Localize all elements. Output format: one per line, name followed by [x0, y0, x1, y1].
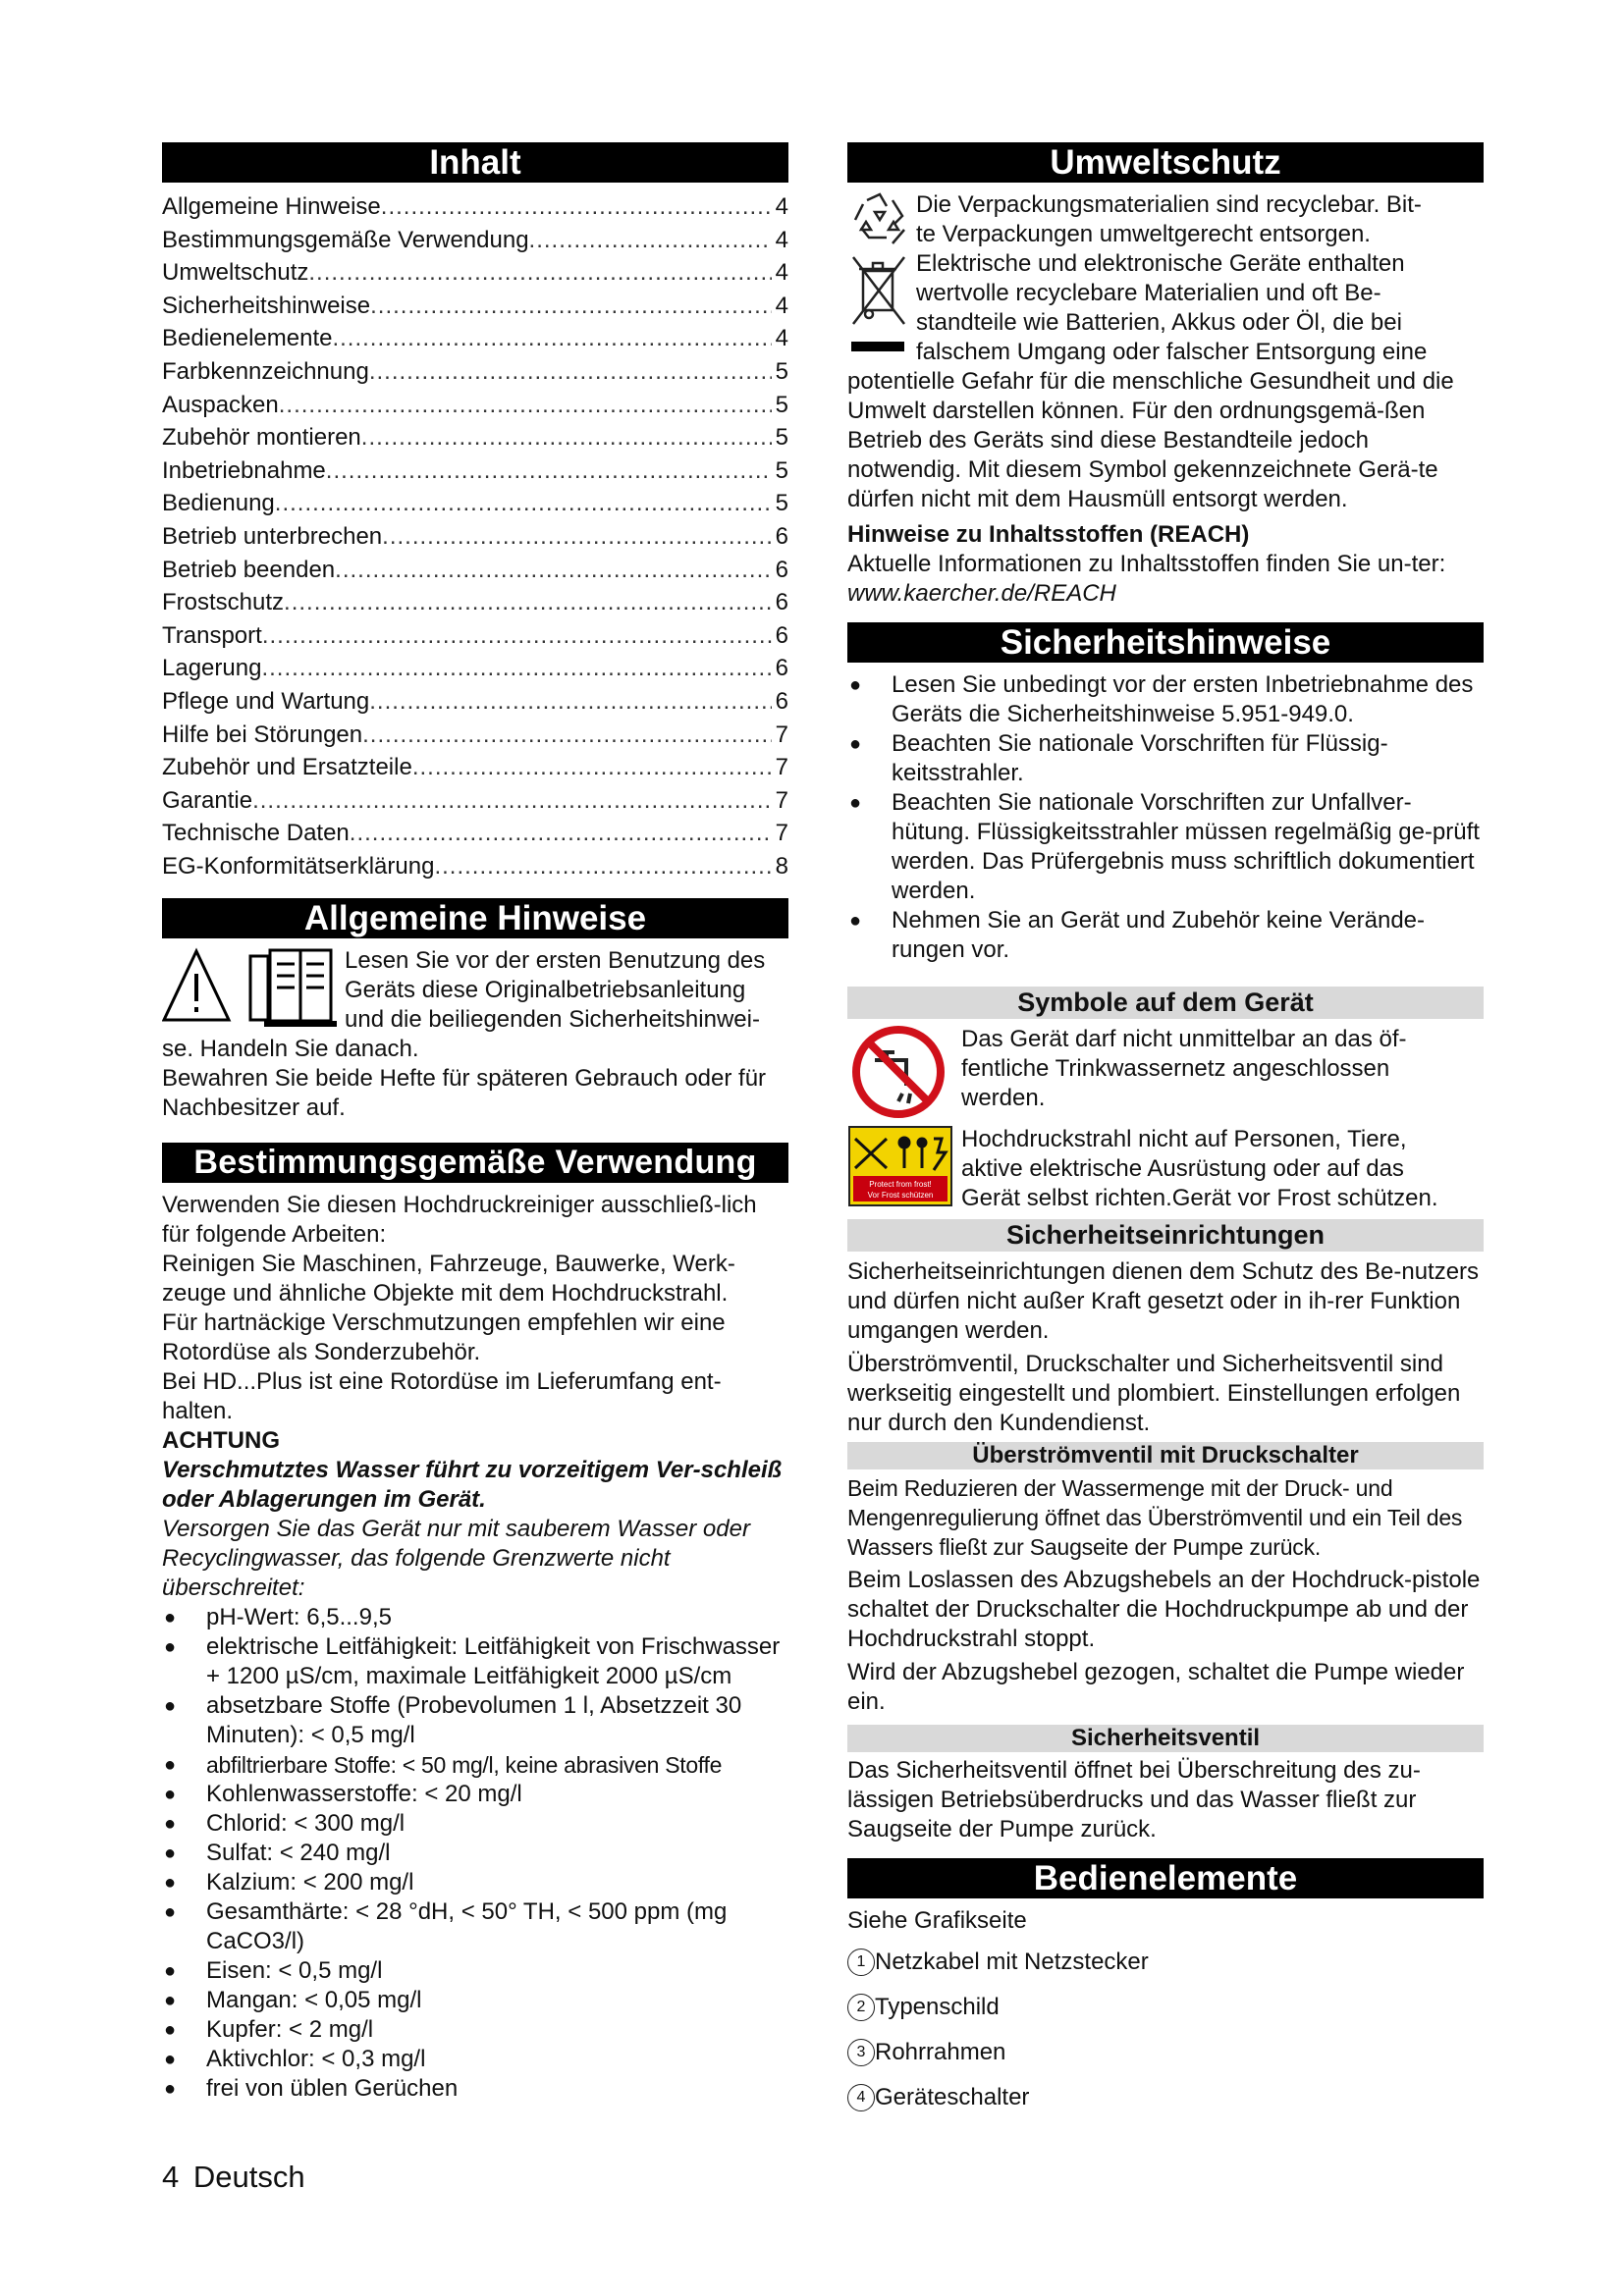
symbol1-line-3: werden. — [961, 1085, 1046, 1111]
sicherheit-heading: Sicherheitshinweise — [847, 622, 1484, 663]
toc-entry[interactable] — [162, 554, 788, 587]
toc-entry[interactable] — [162, 520, 788, 554]
toc-leader-dots — [369, 355, 772, 389]
sicherheitsventil-heading: Sicherheitsventil — [847, 1725, 1484, 1752]
item-number-badge: 1 — [847, 1949, 875, 1976]
toc-entry[interactable] — [162, 290, 788, 323]
allgemein-text-2: Bewahren Sie beide Hefte für späteren Gebrauch oder für Nachbesitzer auf. — [162, 1065, 767, 1122]
list-item — [847, 2075, 1484, 2120]
list-item: ● pH-Wert: 6,5...9,5 — [162, 1603, 788, 1632]
allgemein-line-2: Geräts diese Originalbetriebsanleitung — [345, 977, 746, 1004]
footer-language: Deutsch — [192, 2160, 305, 2194]
weee-line-1: Elektrische und elektronische Geräte enthalten — [916, 250, 1405, 277]
toc-entry-page: 6 — [775, 621, 788, 649]
recycling-icon — [847, 190, 912, 249]
toc-entry[interactable] — [162, 817, 788, 850]
toc-entry[interactable] — [162, 487, 788, 520]
toc-entry-label: Allgemeine Hinweise — [162, 193, 381, 220]
toc-entry-page: 4 — [775, 193, 788, 220]
toc-entry[interactable] — [162, 421, 788, 454]
toc-leader-dots — [284, 586, 772, 619]
symbol1-line-2: fentliche Trinkwassernetz angeschlossen — [961, 1055, 1390, 1082]
list-item — [847, 1985, 1484, 2030]
einrichtungen-p2: Überströmventil, Druckschalter und Sicherheitsventil sind werkseitig eingestellt und plombiert. Einstellungen erfolgen nur durch den Kundendienst. — [847, 1351, 1461, 1436]
toc-entry-label: Inbetriebnahme — [162, 456, 326, 484]
toc-entry-page: 7 — [775, 820, 788, 847]
ueberstrom-p3: Wird der Abzugshebel gezogen, schaltet die Pumpe wieder ein. — [847, 1659, 1465, 1715]
verwendung-p3: Für hartnäckige Verschmutzungen empfehlen wir eine Rotordüse als Sonderzubehör. — [162, 1309, 726, 1366]
list-item: ● frei von üblen Gerüchen — [162, 2074, 788, 2104]
toc-entry-label: Bestimmungsgemäße Verwendung — [162, 226, 529, 253]
recycle-line-2: te Verpackungen umweltgerecht entsorgen. — [916, 221, 1371, 247]
list-item: ● Beachten Sie nationale Vorschriften zur Unfallver-hütung. Flüssigkeitsstrahler müssen regelmäßig ge-prüft werden. Das Prüfergebnis muss schriftlich dokumentiert werden. — [847, 788, 1484, 906]
weee-rest: potentielle Gefahr für die menschliche Gesundheit und die Umwelt darstellen können. Für den ordnungsgemä-ßen Betrieb des Geräts sind diese Bestandteile jedoch notwendig. Mit diesem Symbol gekennzeichnete Gerä-te dürfen nicht mit dem Hausmüll entsorgt werden. — [847, 368, 1454, 512]
page-footer — [162, 2158, 305, 2197]
toc-entry-label: Lagerung — [162, 655, 262, 682]
allgemein-line-3: und die beiliegenden Sicherheitshinwei- — [345, 1006, 760, 1034]
toc-entry[interactable] — [162, 784, 788, 818]
toc-entry-page: 8 — [775, 852, 788, 880]
toc-entry-page: 5 — [775, 490, 788, 517]
symbole-heading: Symbole auf dem Gerät — [847, 987, 1484, 1019]
list-item: ● elektrische Leitfähigkeit: Leitfähigkeit von Frischwasser + 1200 µS/cm, maximale Leitfähigkeit 2000 µS/cm — [162, 1632, 788, 1691]
list-item: ● absetzbare Stoffe (Probevolumen 1 l, Absetzzeit 30 Minuten): < 0,5 mg/l — [162, 1691, 788, 1750]
item-number-badge: 3 — [847, 2039, 875, 2066]
toc-entry[interactable] — [162, 389, 788, 422]
toc-entry-label: Umweltschutz — [162, 259, 309, 287]
toc-entry-page: 7 — [775, 786, 788, 814]
list-item — [847, 2030, 1484, 2075]
toc-entry-page: 6 — [775, 687, 788, 715]
list-item: ● Nehmen Sie an Gerät und Zubehör keine Verände-rungen vor. — [847, 906, 1484, 965]
warning-triangle-icon — [162, 946, 341, 1037]
toc-leader-dots — [412, 751, 772, 784]
toc-entry-label: Auspacken — [162, 391, 279, 418]
toc-entry-page: 7 — [775, 754, 788, 781]
item-label: Geräteschalter — [875, 2084, 1030, 2110]
achtung-label: ACHTUNG — [162, 1427, 280, 1455]
list-item: ● Gesamthärte: < 28 °dH, < 50° TH, < 500 ppm (mg CaCO3/l) — [162, 1897, 788, 1956]
limits-list — [162, 1603, 788, 2104]
list-item: ● Aktivchlor: < 0,3 mg/l — [162, 2045, 788, 2074]
toc-entry-page: 6 — [775, 556, 788, 583]
list-item: ● abfiltrierbare Stoffe: < 50 mg/l, keine abrasiven Stoffe — [162, 1750, 788, 1780]
toc-leader-dots — [369, 685, 771, 719]
toc-entry-label: Betrieb unterbrechen — [162, 522, 383, 550]
toc-entry[interactable] — [162, 850, 788, 883]
toc-leader-dots — [350, 817, 772, 850]
toc-entry[interactable] — [162, 190, 788, 224]
toc-entry-page: 4 — [775, 259, 788, 287]
toc-entry-label: Zubehör montieren — [162, 424, 361, 452]
allgemein-line-1: Lesen Sie vor der ersten Benutzung des — [345, 947, 766, 975]
toc-leader-dots — [279, 389, 772, 422]
toc-entry[interactable] — [162, 322, 788, 355]
bedien-heading: Bedienelemente — [847, 1858, 1484, 1898]
toc-entry-page: 5 — [775, 391, 788, 418]
list-item: ● Kalzium: < 200 mg/l — [162, 1868, 788, 1897]
weee-line-4: falschem Umgang oder falscher Entsorgung eine — [916, 339, 1428, 365]
frost-label-2: Vor Frost schützen — [867, 1191, 934, 1200]
list-item: ● Kohlenwasserstoffe: < 20 mg/l — [162, 1780, 788, 1809]
toc-leader-dots — [326, 454, 772, 488]
toc-entry-label: Pflege und Wartung — [162, 687, 370, 715]
symbol-jet-warning — [847, 1125, 1484, 1213]
manual-warning-icons — [162, 946, 341, 1035]
toc-leader-dots — [370, 290, 772, 323]
ueberstrom-p2: Beim Loslassen des Abzugshebels an der Hochdruck-pistole schaltet der Druckschalter die Hochdruckpumpe ab und der Hochdruckstrahl stoppt. — [847, 1567, 1481, 1652]
bedien-intro: Siehe Grafikseite — [847, 1907, 1027, 1934]
list-item: ● Kupfer: < 2 mg/l — [162, 2015, 788, 2045]
safety-list — [847, 670, 1484, 965]
toc-entry-page: 5 — [775, 357, 788, 385]
verwendung-p2: Reinigen Sie Maschinen, Fahrzeuge, Bauwerke, Werk-zeuge und ähnliche Objekte mit dem Hochdruckstrahl. — [162, 1251, 735, 1308]
reach-text — [847, 550, 1484, 609]
toc-entry-page: 7 — [775, 721, 788, 748]
symbol2-line-2: aktive elektrische Ausrüstung oder auf das — [961, 1155, 1404, 1182]
toc-entry-label: EG-Konformitätserklärung — [162, 852, 435, 880]
reach-text-body: Aktuelle Informationen zu Inhaltsstoffen finden Sie un-ter: — [847, 551, 1446, 577]
verwendung-p4: Bei HD...Plus ist eine Rotordüse im Lieferumfang ent-halten. — [162, 1368, 722, 1425]
toc-entry-label: Betrieb beenden — [162, 556, 336, 583]
toc-entry[interactable] — [162, 751, 788, 784]
toc-entry-label: Garantie — [162, 786, 253, 814]
toc-entry-page: 5 — [775, 456, 788, 484]
toc-entry-page: 6 — [775, 655, 788, 682]
list-item: ● Sulfat: < 240 mg/l — [162, 1839, 788, 1868]
sicherheitsventil-p1: Das Sicherheitsventil öffnet bei Überschreitung des zu-lässigen Betriebsüberdrucks und das Wasser fließt zur Saugseite der Pumpe zurück. — [847, 1757, 1421, 1842]
toc-entry[interactable] — [162, 454, 788, 488]
symbol1-line-1: Das Gerät darf nicht unmittelbar an das öf- — [961, 1026, 1407, 1052]
list-item: ● Lesen Sie unbedingt vor der ersten Inbetriebnahme des Geräts die Sicherheitshinweise 5.951-949.0. — [847, 670, 1484, 729]
right-column — [847, 142, 1484, 2120]
toc-leader-dots — [382, 520, 771, 554]
weee-line-3: standteile wie Batterien, Akkus oder Öl, die bei — [916, 309, 1402, 336]
weee-block — [847, 249, 1484, 367]
toc-entry-page: 4 — [775, 292, 788, 319]
toc-leader-dots — [362, 719, 772, 752]
toc-leader-dots — [335, 554, 771, 587]
symbol2-line-3: Gerät selbst richten.Gerät vor Frost schützen. — [961, 1185, 1438, 1211]
verwendung-p1: Verwenden Sie diesen Hochdruckreiniger ausschließ-lich für folgende Arbeiten: — [162, 1192, 757, 1249]
achtung-warning: Verschmutztes Wasser führt zu vorzeitigem Ver-schleiß oder Ablagerungen im Gerät. — [162, 1457, 783, 1514]
toc-entry[interactable] — [162, 586, 788, 619]
weee-line-2: wertvolle recyclebare Materialien und oft Be- — [916, 280, 1381, 306]
toc-leader-dots — [308, 256, 771, 290]
no-drinking-water-connection-icon — [847, 1025, 953, 1119]
toc-entry-page: 5 — [775, 424, 788, 452]
toc-heading: Inhalt — [162, 142, 788, 183]
toc-entry-label: Sicherheitshinweise — [162, 292, 371, 319]
recycle-block — [847, 190, 1484, 249]
list-item: ● Eisen: < 0,5 mg/l — [162, 1956, 788, 1986]
list-item: ● Mangan: < 0,05 mg/l — [162, 1986, 788, 2015]
toc-entry[interactable] — [162, 224, 788, 257]
toc-leader-dots — [261, 652, 771, 685]
item-label: Typenschild — [875, 1994, 1000, 2020]
list-item: ● Beachten Sie nationale Vorschriften für Flüssig-keitsstrahler. — [847, 729, 1484, 788]
toc-entry[interactable] — [162, 652, 788, 685]
toc-entry-label: Hilfe bei Störungen — [162, 721, 363, 748]
reach-heading: Hinweise zu Inhaltsstoffen (REACH) — [847, 521, 1250, 548]
crossed-bin-icon — [847, 249, 912, 363]
toc-leader-dots — [262, 619, 772, 653]
toc-leader-dots — [332, 322, 771, 355]
toc-entry[interactable] — [162, 355, 788, 389]
list-item — [847, 1940, 1484, 1985]
item-label: Netzkabel mit Netzstecker — [875, 1949, 1149, 1975]
allgemein-text-after: se. Handeln Sie danach. — [162, 1036, 419, 1063]
toc-entry-label: Frostschutz — [162, 589, 285, 616]
symbol-drinking-water — [847, 1025, 1484, 1119]
allgemein-heading: Allgemeine Hinweise — [162, 898, 788, 938]
toc-entry-page: 6 — [775, 522, 788, 550]
toc-entry-label: Bedienung — [162, 490, 275, 517]
symbol2-line-1: Hochdruckstrahl nicht auf Personen, Tiere, — [961, 1126, 1407, 1152]
jet-warning-frost-icon — [847, 1125, 953, 1207]
toc-leader-dots — [361, 421, 772, 454]
list-item: ● Chlorid: < 300 mg/l — [162, 1809, 788, 1839]
toc-entry[interactable] — [162, 619, 788, 653]
ueberstrom-p1: Beim Reduzieren der Wassermenge mit der Druck- und Mengenregulierung öffnet das Überströmventil und ein Teil des Wassers fließt zur Saugseite der Pumpe zurück. — [847, 1475, 1463, 1560]
table-of-contents — [162, 190, 788, 882]
toc-entry-label: Technische Daten — [162, 820, 350, 847]
toc-leader-dots — [529, 224, 772, 257]
toc-entry-label: Bedienelemente — [162, 325, 333, 352]
toc-leader-dots — [252, 784, 772, 818]
toc-leader-dots — [381, 190, 772, 224]
item-number-badge: 2 — [847, 1994, 875, 2021]
verwendung-heading: Bestimmungsgemäße Verwendung — [162, 1143, 788, 1183]
toc-leader-dots — [434, 850, 771, 883]
frost-label-1: Protect from frost! — [869, 1180, 932, 1189]
left-column — [162, 142, 788, 2104]
toc-entry[interactable] — [162, 719, 788, 752]
achtung-instruction: Versorgen Sie das Gerät nur mit sauberem Wasser oder Recyclingwasser, das folgende Grenzwerte nicht überschreitet: — [162, 1516, 750, 1602]
item-label: Rohrrahmen — [875, 2039, 1006, 2065]
toc-entry-page: 4 — [775, 325, 788, 352]
page-number: 4 — [162, 2160, 180, 2194]
toc-entry[interactable] — [162, 685, 788, 719]
toc-entry-label: Farbkennzeichnung — [162, 357, 369, 385]
reach-link[interactable]: www.kaercher.de/REACH — [847, 580, 1116, 607]
recycle-line-1: Die Verpackungsmaterialien sind recyclebar. Bit- — [916, 191, 1422, 218]
toc-leader-dots — [275, 487, 772, 520]
ueberstrom-heading: Überströmventil mit Druckschalter — [847, 1442, 1484, 1469]
book-icon — [250, 950, 337, 1027]
toc-entry-page: 6 — [775, 589, 788, 616]
toc-entry-label: Transport — [162, 621, 262, 649]
allgemein-icon-block — [162, 946, 788, 1035]
bedien-list — [847, 1940, 1484, 2120]
einrichtungen-heading: Sicherheitseinrichtungen — [847, 1219, 1484, 1252]
umwelt-heading: Umweltschutz — [847, 142, 1484, 183]
toc-entry-label: Zubehör und Ersatzteile — [162, 754, 412, 781]
toc-entry[interactable] — [162, 256, 788, 290]
item-number-badge: 4 — [847, 2084, 875, 2111]
einrichtungen-p1: Sicherheitseinrichtungen dienen dem Schutz des Be-nutzers und dürfen nicht außer Kraft gesetzt oder in ih-rer Funktion umgangen werden. — [847, 1258, 1480, 1344]
toc-entry-page: 4 — [775, 226, 788, 253]
